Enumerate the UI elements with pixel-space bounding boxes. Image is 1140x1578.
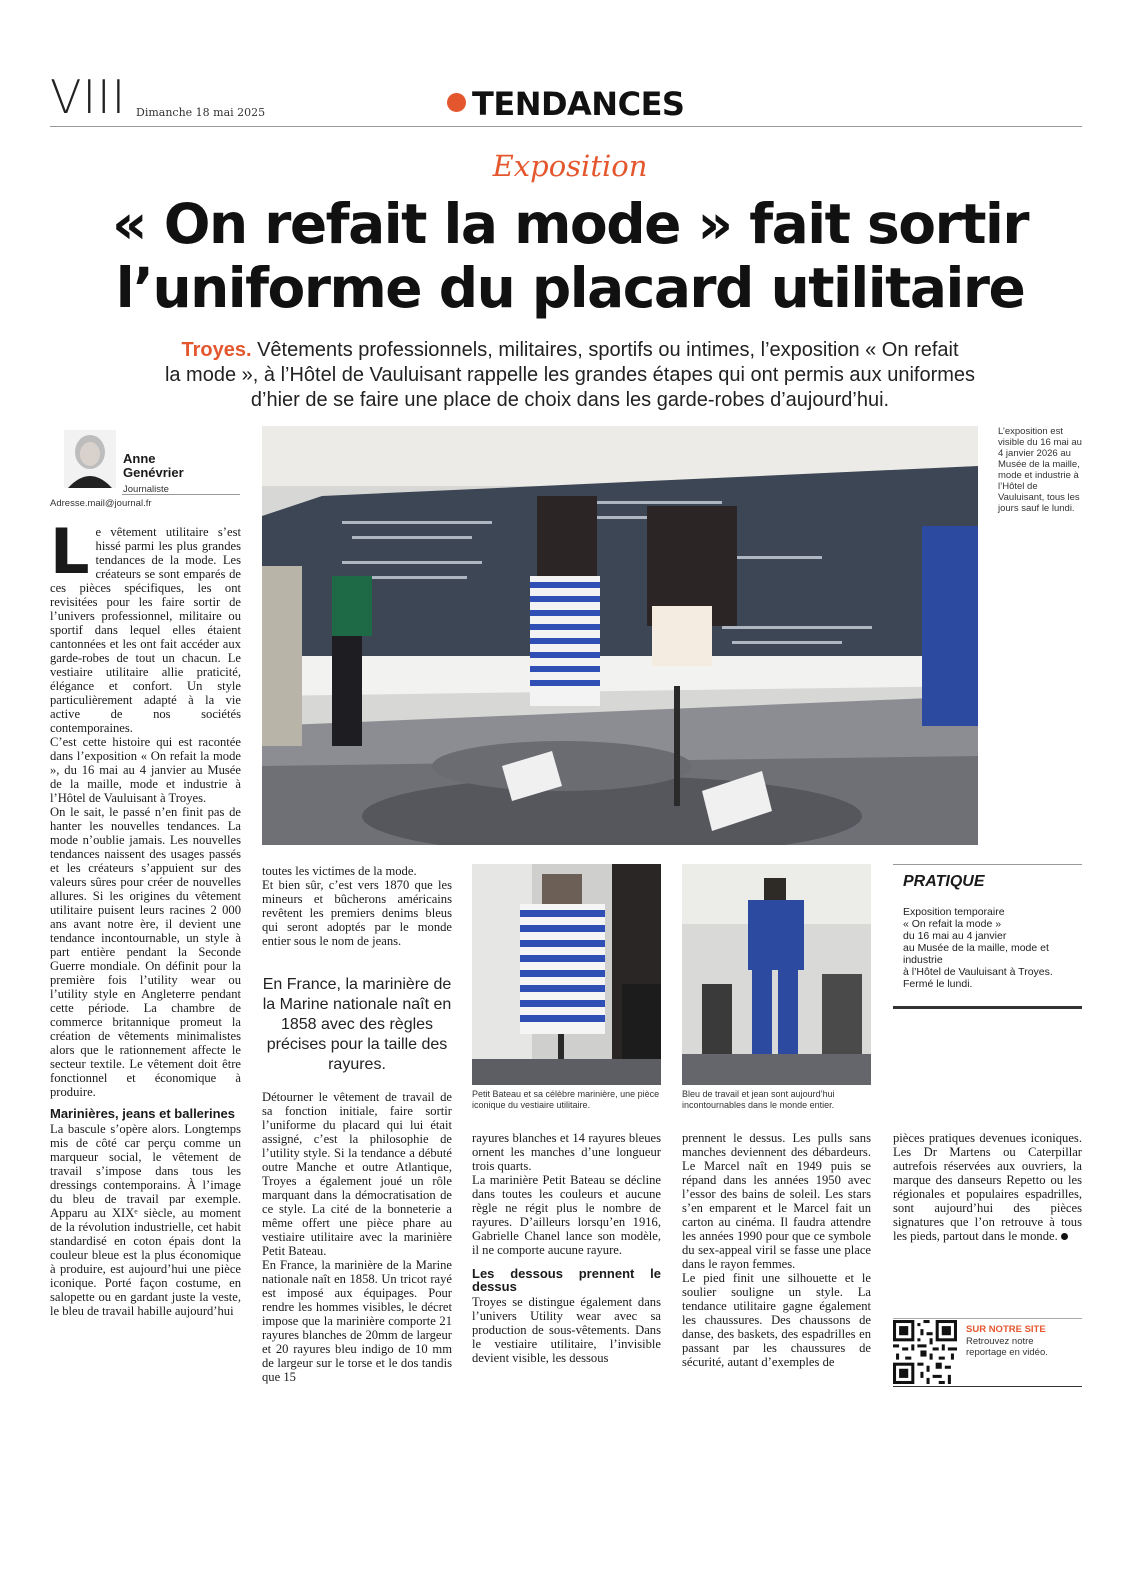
- pratique-line: du 16 mai au 4 janvier: [903, 930, 1007, 942]
- author-avatar: [64, 430, 116, 488]
- paragraph: C’est cette histoire qui est racontée dans l’exposition « On refait la mode », du 16 mai au 4 janvier au Musée de la maille, mode et industrie à l’Hôtel de Vauluisant à Troyes.: [50, 735, 241, 805]
- pratique-line: au Musée de la maille, mode et industrie: [903, 942, 1049, 966]
- headline-line-2: l’uniforme du placard utilitaire: [115, 256, 1025, 320]
- paragraph: Troyes se distingue également dans l’univers Utility wear avec sa production de sous-vêtements. Dans le vestiaire utilitaire, l’invisible devient visible, les dessous: [472, 1295, 661, 1365]
- author-first-name: Anne: [123, 451, 156, 466]
- pratique-rule: [893, 864, 1082, 865]
- chapo-line-3: d’hier de se faire une place de choix dans les garde-robes d’aujourd’hui.: [250, 389, 890, 411]
- end-mark-icon: [1061, 1233, 1068, 1240]
- paragraph: Et bien sûr, c’est vers 1870 que les mineurs et bûcherons américains revêtent les premiers denims bleus qui seront adoptés par le monde entier sous le nom de jeans.: [262, 878, 452, 948]
- chapo-line-2: la mode », à l’Hôtel de Vauluisant rappelle les grandes étapes qui ont permis aux uniformes: [164, 364, 976, 386]
- author-name: [123, 452, 184, 480]
- column-5: [893, 1131, 1082, 1243]
- subheading: Les dessous prennent le dessus: [472, 1266, 661, 1294]
- pratique-line: Exposition temporaire: [903, 906, 1005, 918]
- paragraph: Le pied finit une silhouette et le soulier souligne un style. La tendance utilitaire gagne également les chaussures. Des chaussons de danse, des baskets, des espadrilles en passant par les chaussures de sécurité, autant d’exemples de: [682, 1271, 871, 1369]
- chapo: [150, 338, 990, 413]
- paragraph: toutes les victimes de la mode.: [262, 864, 417, 878]
- mariniere-photo: [472, 864, 661, 1085]
- paragraph: e vêtement utilitaire s’est hissé parmi les plus grandes tendances de la mode. Les créateurs se sont emparés de ces pièces spécifiques, les ont revisitées pour les faire sortir de l’univers professionnel, militaire ou sportif dans lequel elles étaient cantonnées et les ont fait accéder aux garde-robes de tout un chacun. Le vestiaire utilitaire allie praticité, élégance et confort. Un style particulièrement adapté à la vie active de nos sociétés contemporaines.: [50, 525, 241, 735]
- pratique-title: PRATIQUE: [903, 873, 985, 890]
- paragraph: prennent le dessus. Les pulls sans manches deviennent des débardeurs. Le Marcel naît en 1949 puis se répand dans les années 1950 avec l’essor des bains de soleil. Les stars s’en emparent et le Marcel fait un carton au cinéma. Il faudra attendre les années 1990 pour que ce symbole du sex-appeal viril se fasse une place dans le rayon femmes.: [682, 1131, 871, 1271]
- paragraph: La bascule s’opère alors. Longtemps mis de côté car perçu comme un marqueur social, le vêtement de travail s’impose dans tous les dressings contemporains. À l’image du bleu de travail par exemple. Apparu au XIXᵉ siècle, au moment de la révolution industrielle, cet habit standardisé en coton épais dont la couleur bleue est la plus économique à produire, est aujourd’hui une pièce iconique. Porté façon costume, en salopette ou en gardant juste la veste, le bleu de travail habille aujourd’hui: [50, 1122, 241, 1318]
- web-rule: [893, 1318, 1082, 1319]
- paragraph: Détourner le vêtement de travail de sa fonction initiale, faire sortir l’uniforme du placard qui lui était assigné, c’est la philosophie de l’utility style. Si la tendance a débuté outre Manche et outre Atlantique, Troyes a également joué un rôle marquant dans la démocratisation de ce style. La cité de la bonneterie a même offert une pièce phare au vestiaire utilitaire avec la marinière Petit Bateau.: [262, 1090, 452, 1258]
- kicker: Exposition: [492, 149, 648, 183]
- web-bottom-rule: [893, 1386, 1082, 1387]
- web-title: SUR NOTRE SITE: [966, 1324, 1046, 1335]
- pratique-line: à l’Hôtel de Vauluisant à Troyes.: [903, 966, 1053, 978]
- paragraph: rayures blanches et 14 rayures bleues ornent les manches d’une longueur trois quarts.: [472, 1131, 661, 1173]
- paragraph: pièces pratiques devenues iconiques. Les Dr Martens ou Caterpillar autrefois réservées aux ouvriers, la marque des danseurs Repetto ou les régionales et populaires espadrilles, sont aujourd’hui des pièces signatures que l’on retrouve à tous les pieds, partout dans le monde.: [893, 1131, 1082, 1243]
- paragraph: En France, la marinière de la Marine nationale naît en 1858. Un tricot rayé est imposé aux équipages. Pour rendre les hommes visibles, le décret impose que la marinière comporte 21 rayures blanches de 20mm de largeur et 20 rayures bleu indigo de 10 mm de largeur sur le torse et le dos tandis que 15: [262, 1258, 452, 1384]
- dropcap: L: [50, 515, 90, 588]
- column-2-bottom: [262, 1090, 452, 1384]
- subheading: Marinières, jeans et ballerines: [50, 1106, 235, 1121]
- chapo-line-1: Vêtements professionnels, militaires, sportifs ou intimes, l’exposition « On refait: [257, 339, 959, 361]
- pratique-box: [903, 906, 1078, 990]
- column-4: [682, 1131, 871, 1369]
- pratique-line: Fermé le lundi.: [903, 978, 973, 990]
- web-text: Retrouvez notre reportage en vidéo.: [966, 1336, 1048, 1358]
- rubric-dot-icon: [447, 93, 466, 112]
- qr-code-icon[interactable]: [893, 1320, 957, 1384]
- workwear-caption: Bleu de travail et jean sont aujourd’hui incontournables dans le monde entier.: [682, 1089, 835, 1110]
- author-last-name: Genévrier: [123, 465, 184, 480]
- author-email[interactable]: Adresse.mail@journal.fr: [50, 498, 152, 509]
- workwear-photo: [682, 864, 871, 1085]
- pull-quote: En France, la marinière de la Marine nationale naît en 1858 avec des règles précises pour la taille des rayures.: [262, 976, 452, 1073]
- page-folio: VIII: [50, 70, 127, 124]
- column-3: [472, 1131, 661, 1365]
- headline: [0, 192, 1140, 320]
- column-1: [50, 515, 241, 1318]
- paragraph: On le sait, le passé n’en finit pas de hanter les nouvelles tendances. La mode n’oublie jamais. Les nouvelles tendances naissent des usages passés et les créateurs s’appuient sur des valeurs sûres pour créer de nouvelles allures. Si les origines du vêtement utilitaire puisent leurs racines 2 000 ans avant notre ère, il devient une tendance incontournable, un style à part entière pendant la Seconde Guerre mondiale. On définit pour la première fois l’utility wear ou l’utility style en Angleterre pendant cette période. La chambre de commerce britannique promeut la création de vêtements minimalistes alors que le rationnement affecte le secteur textile. Le vêtement doit être fonctionnel et économique à produire.: [50, 805, 241, 1099]
- pratique-line: « On refait la mode »: [903, 918, 1002, 930]
- exhibition-info-sidenote: L’exposition est visible du 16 mai au 4 janvier 2026 au Musée de la maille, mode et industrie à l’Hôtel de Vauluisant, tous les jours sauf le lundi.: [998, 426, 1082, 514]
- chapo-city: Troyes.: [181, 339, 252, 361]
- author-role: Journaliste: [123, 484, 169, 495]
- column-2-top: [262, 864, 452, 948]
- rubric-title: TENDANCES: [472, 85, 685, 123]
- headline-line-1: « On refait la mode » fait sortir: [112, 192, 1028, 256]
- issue-date: Dimanche 18 mai 2025: [136, 106, 266, 119]
- exhibition-photo: [262, 426, 978, 845]
- header-rule: [50, 126, 1082, 127]
- pratique-bottom-rule: [893, 1006, 1082, 1009]
- paragraph: La marinière Petit Bateau se décline dans toutes les couleurs et aucune règle ne régit plus le nombre de rayures. D’ailleurs lorsqu’en 1916, Gabrielle Chanel lance son modèle, il ne comporte aucune rayure.: [472, 1173, 661, 1257]
- mariniere-caption: Petit Bateau et sa célèbre marinière, une pièce iconique du vestiaire utilitaire.: [472, 1089, 660, 1110]
